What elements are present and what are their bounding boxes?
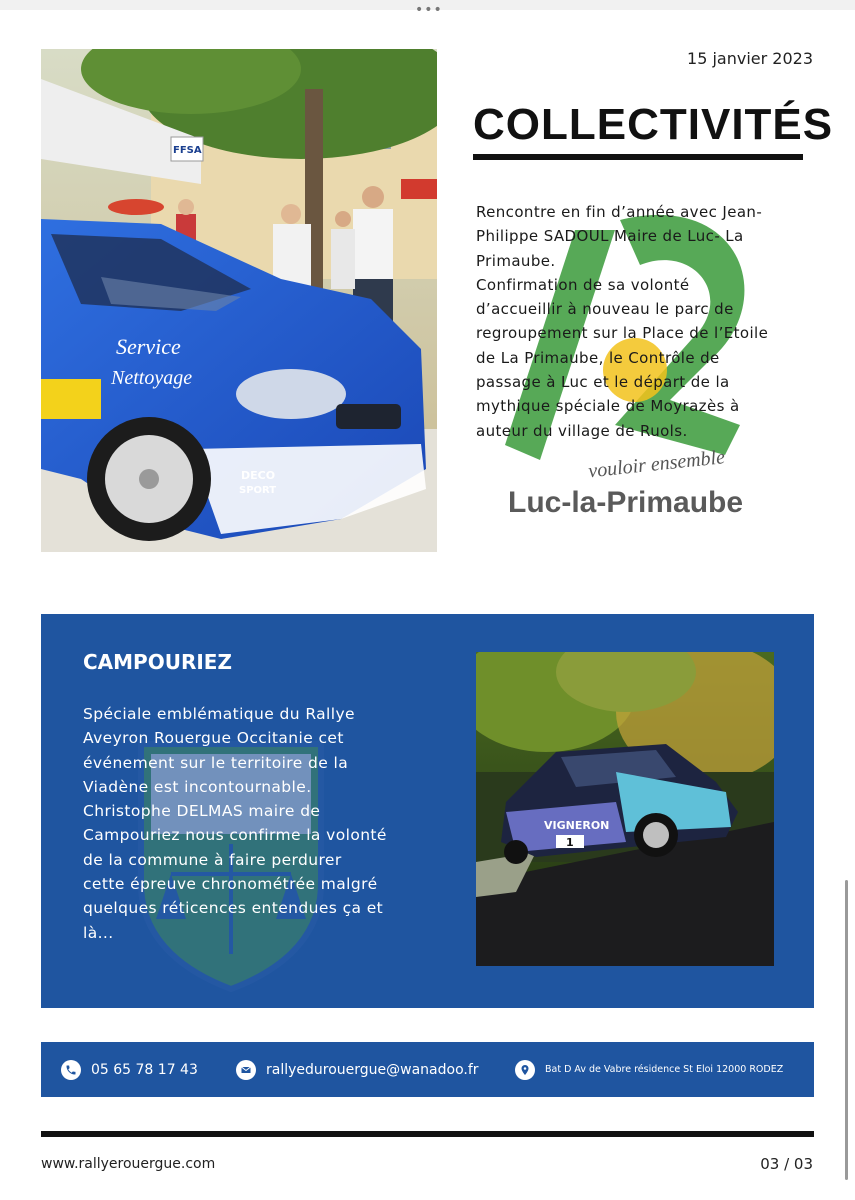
phone-contact[interactable] [61,1042,198,1097]
title-underline [473,154,803,160]
phone-icon [61,1060,81,1080]
page-number: 03 / 03 [760,1155,813,1173]
postal-address: Bat D Av de Vabre résidence St Eloi 12000 RODEZ [545,1064,784,1075]
logo-name: Luc-la-Primaube [508,486,744,519]
campouriez-section [41,614,814,1008]
publication-date: 15 janvier 2023 [687,49,813,68]
location-pin-icon [515,1060,535,1080]
campouriez-title: CAMPOURIEZ [83,650,232,674]
car-livery-service: Service [116,334,181,359]
footer-rule [41,1131,814,1137]
contact-bar [41,1042,814,1097]
collectivites-text: Rencontre en fin d’année avec Jean- Philippe SADOUL Maire de Luc- La Primaube. Confirmation de sa volonté d’accueillir à nouveau le parc de regroupement sur la Place de l’Etoile de La Primaube, le Contrôle de passage à Luc et le départ de la mythique spéciale de Moyrazès à auteur du village de Ruols. [476,203,769,440]
email-contact[interactable] [236,1042,479,1097]
email-address: rallyedurouergue@wanadoo.fr [266,1061,479,1078]
ffsa-sign: FFSA [173,145,202,156]
website-link[interactable]: www.rallyerouergue.com [41,1156,216,1172]
campouriez-text: Spéciale emblématique du Rallye Aveyron Rouergue Occitanie cet événement sur le territoire de la Viadène est incontournable. Christophe DELMAS maire de Campouriez nous confirme la volonté de la commune à faire perdurer cette épreuve chronométrée malgré quelques réticences entendues ça et là... [83,705,387,942]
scrollbar[interactable] [845,880,848,1180]
mail-icon [236,1060,256,1080]
rally-car-photo [41,49,437,552]
car-livery-deco: DECO [241,469,276,482]
car-livery-vigneron: VIGNERON [544,819,610,832]
car-plate-number: 1 [566,836,574,849]
rally-car-forest-photo [476,652,774,966]
car-livery-sport: SPORT [239,485,277,496]
address-contact[interactable] [515,1042,783,1097]
collectivites-title: COLLECTIVITÉS [473,100,834,149]
car-livery-nettoyage: Nettoyage [111,367,193,389]
phone-number: 05 65 78 17 43 [91,1061,198,1078]
logo-tagline: vouloir ensemble [587,446,726,483]
drag-handle-icon[interactable]: ••• [415,2,443,18]
